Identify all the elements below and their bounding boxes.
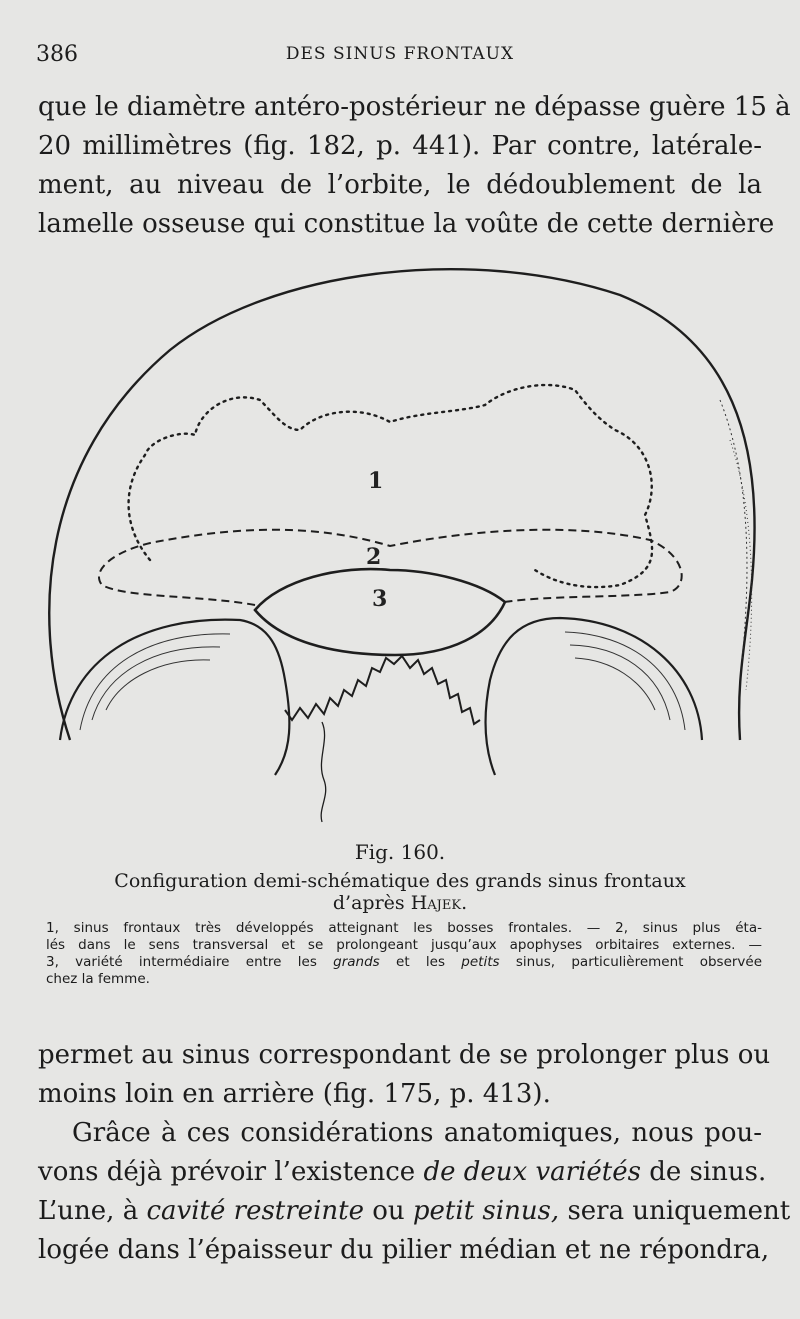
caption-line: lés dans le sens transversal et se prolongeant jusqu’aux apophyses orbitaires externes. — <box>46 937 762 953</box>
text-line: 20 millimètres (fig. 182, p. 441). Par contre, latérale- <box>38 131 762 161</box>
caption-text-italic: grands <box>333 954 380 970</box>
text-line: ment, au niveau de l’orbite, le dédoublement de la <box>38 170 762 200</box>
sinus-figure <box>30 240 770 830</box>
text-run-italic: cavité restreinte <box>146 1196 364 1226</box>
caption-line: 1, sinus frontaux très développés atteignant les bosses frontales. — 2, sinus plus éta- <box>46 920 762 936</box>
text-line: que le diamètre antéro-postérieur ne dépasse guère 15 à <box>38 92 791 122</box>
caption-text: sinus, particulièrement observée <box>515 954 763 970</box>
sinus-label-1: 1 <box>368 468 384 494</box>
sinus-3-outline <box>255 569 505 655</box>
caption-text-italic: petits <box>461 954 500 970</box>
nasal-suture <box>285 656 480 724</box>
sinus-1-outline <box>129 385 652 587</box>
bottom-paragraph <box>38 1036 791 1270</box>
text-line <box>38 1192 791 1231</box>
text-line <box>38 1153 767 1192</box>
text-line: logée dans l’épaisseur du pilier médian et ne répondra, <box>38 1235 770 1265</box>
caption-line: chez la femme. <box>46 971 150 987</box>
text-run: vons déjà prévoir l’existence <box>38 1157 416 1187</box>
text-run: sera uniquement <box>567 1196 791 1226</box>
text-run: de sinus. <box>649 1157 767 1187</box>
text-line: moins loin en arrière (fig. 175, p. 413). <box>38 1079 551 1109</box>
caption-line <box>46 954 762 971</box>
skull-outline-shade <box>720 400 747 660</box>
running-head: DES SINUS FRONTAUX <box>285 44 515 64</box>
text-run-italic: petit sinus, <box>412 1196 560 1226</box>
text-run: ou <box>372 1196 405 1226</box>
left-orbit <box>60 620 289 775</box>
sinus-2-outline <box>99 530 682 605</box>
figure-author: Hajek. <box>410 892 468 914</box>
figure-title-line1: Configuration demi-schématique des grands sinus frontaux <box>114 870 686 892</box>
figure-number: Fig. 160. <box>354 840 446 864</box>
figure-title-prefix: d’après <box>332 892 405 914</box>
text-run: L’une, à <box>38 1196 139 1226</box>
caption-text: et les <box>396 954 445 970</box>
text-run-italic: de deux variétés <box>423 1157 641 1187</box>
skull-outline <box>49 269 754 740</box>
page-number: 386 <box>36 42 78 67</box>
text-line: permet au sinus correspondant de se prolonger plus ou <box>38 1040 771 1070</box>
caption-text: 3, variété intermédiaire entre les <box>46 954 317 970</box>
figure-caption <box>46 920 762 988</box>
top-paragraph <box>38 88 791 244</box>
sinus-label-3: 3 <box>372 586 388 612</box>
text-line: lamelle osseuse qui constitue la voûte de cette dernière <box>38 209 775 239</box>
text-line: Grâce à ces considérations anatomiques, nous pou- <box>72 1118 762 1148</box>
sinus-label-2: 2 <box>366 544 382 570</box>
right-orbit <box>485 618 702 775</box>
figure-title <box>0 870 800 914</box>
